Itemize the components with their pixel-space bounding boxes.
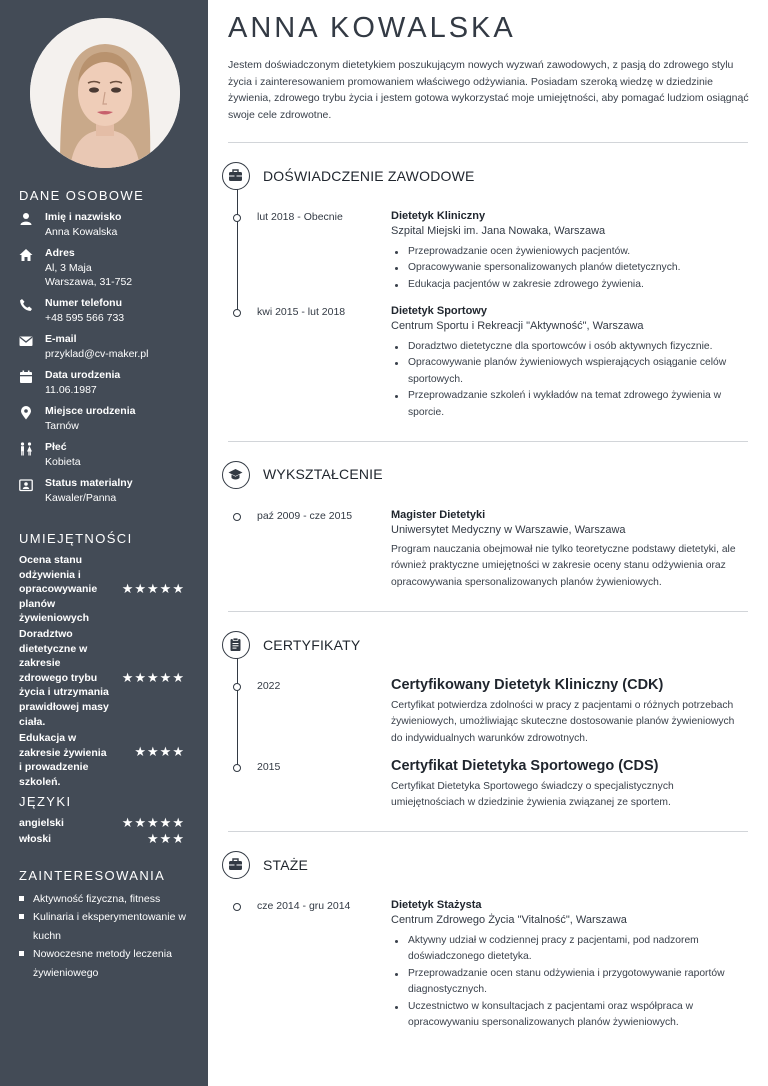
personal-value: Kawaler/Panna <box>45 492 117 504</box>
skills-heading: UMIEJĘTNOŚCI <box>19 531 133 546</box>
divider <box>228 611 748 612</box>
personal-label: Miejsce urodzenia <box>45 405 136 417</box>
duties-list <box>395 339 745 421</box>
timeline-line <box>237 645 239 769</box>
personal-value: 11.06.1987 <box>45 384 97 396</box>
star-rating: ★★★ <box>147 831 185 846</box>
certificates-heading: CERTYFIKATY <box>263 637 361 653</box>
bullet <box>19 896 24 901</box>
graduation-cap-icon <box>222 461 250 489</box>
certificate-title: Certyfikowany Dietetyk Kliniczny (CDK) <box>391 677 664 693</box>
duty-item: Uczestnictwo w konsultacjach z pacjentami oraz współpraca w opracowywaniu spersonalizowanych planów żywieniowych. <box>395 999 745 1032</box>
skill-name: Ocena stanu odżywienia i opracowywanie planów żywieniowych <box>19 554 98 625</box>
timeline-dot <box>233 683 241 691</box>
duty-item: Doradztwo dietetyczne dla sportowców i osób aktywnych fizycznie. <box>395 339 745 355</box>
duty-item: Opracowywanie planów żywieniowych wspierających osiąganie celów sportowych. <box>395 355 745 388</box>
personal-label: Data urodzenia <box>45 369 121 381</box>
personal-label: Płeć <box>45 441 67 453</box>
id-card-icon <box>19 478 33 492</box>
interest-item <box>19 908 191 945</box>
home-icon <box>19 248 33 262</box>
personal-value: przyklad@cv-maker.pl <box>45 348 149 360</box>
interest-item <box>19 890 191 909</box>
duty-item: Przeprowadzanie ocen stanu odżywienia i przygotowywanie raportów diagnostycznych. <box>395 966 745 999</box>
personal-value: +48 595 566 733 <box>45 312 125 324</box>
job-title: Dietetyk Stażysta <box>391 899 482 911</box>
divider <box>228 831 748 832</box>
personal-data-heading: DANE OSOBOWE <box>19 188 145 203</box>
certificate-title: Certyfikat Dietetyka Sportowego (CDS) <box>391 758 659 774</box>
interests-heading: ZAINTERESOWANIA <box>19 868 166 883</box>
duties-list <box>395 933 745 1031</box>
personal-label: E-mail <box>45 333 77 345</box>
clipboard-icon <box>222 631 250 659</box>
skill-name: Doradztwo dietetyczne w zakresie zdrowego trybu życia i utrzymania prawidłowej masy ciała. <box>19 628 109 728</box>
portrait-image <box>30 18 180 168</box>
profile-photo <box>30 18 180 168</box>
date-range: paź 2009 - cze 2015 <box>257 510 353 522</box>
certificate-description: Certyfikat Dietetyka Sportowego świadczy o specjalistycznych umiejętnościach w dziedzinie żywienia związanej ze sportem. <box>391 781 674 809</box>
gender-icon <box>19 442 33 456</box>
language-name: włoski <box>19 833 52 845</box>
duty-item: Przeprowadzanie szkoleń i wykładów na temat zdrowego żywienia w sporcie. <box>395 388 745 421</box>
duties-list <box>395 244 745 293</box>
candidate-name: ANNA KOWALSKA <box>228 12 516 44</box>
timeline-line <box>237 176 239 313</box>
experience-heading: DOŚWIADCZENIE ZAWODOWE <box>263 168 475 184</box>
star-rating: ★★★★ <box>134 744 185 759</box>
interest-item <box>19 945 191 982</box>
employer: Centrum Zdrowego Życia "Vitalność", Warszawa <box>391 914 627 926</box>
education-heading: WYKSZTAŁCENIE <box>263 466 383 482</box>
personal-label: Numer telefonu <box>45 297 123 309</box>
interest-text: Kulinaria i eksperymentowanie w kuchn <box>33 911 186 942</box>
briefcase-icon <box>222 851 250 879</box>
timeline-dot <box>233 214 241 222</box>
interest-text: Nowoczesne metody leczenia żywieniowego <box>33 948 172 979</box>
internships-heading: STAŻE <box>263 857 309 873</box>
envelope-icon <box>19 334 33 348</box>
sidebar <box>0 0 208 1086</box>
date-range: cze 2014 - gru 2014 <box>257 900 351 912</box>
education-description: Program nauczania obejmował nie tylko teoretyczne podstawy dietetyki, ale również praktyczne umiejętności w zakresie oceny stanu odżywienia oraz opracowywania spersonalizowanych planów żywieniowych. <box>391 544 736 588</box>
certificate-year: 2022 <box>257 680 281 692</box>
interest-text: Aktywność fizyczna, fitness <box>33 893 161 905</box>
personal-value: Tarnów <box>45 420 79 432</box>
duty-item: Opracowywanie spersonalizowanych planów dietetycznych. <box>395 260 745 276</box>
certificate-year: 2015 <box>257 761 281 773</box>
bullet <box>19 914 24 919</box>
briefcase-icon <box>222 162 250 190</box>
timeline-dot <box>233 903 241 911</box>
duty-item: Przeprowadzanie ocen żywieniowych pacjentów. <box>395 244 745 260</box>
school: Uniwersytet Medyczny w Warszawie, Warszawa <box>391 524 626 536</box>
phone-icon <box>19 298 33 312</box>
personal-label: Imię i nazwisko <box>45 211 122 223</box>
languages-heading: JĘZYKI <box>19 794 72 809</box>
duty-item: Aktywny udział w codziennej pracy z pacjentami, pod nadzorem doświadczonego dietetyka. <box>395 933 745 966</box>
personal-value: Anna Kowalska <box>45 226 118 238</box>
personal-value-line2: Warszawa, 31-752 <box>45 276 133 288</box>
divider <box>228 441 748 442</box>
star-rating: ★★★★★ <box>121 581 185 596</box>
person-icon <box>19 212 33 226</box>
bullet <box>19 951 24 956</box>
timeline-dot <box>233 309 241 317</box>
skill-name: Edukacja w zakresie żywienia i prowadzenie szkoleń. <box>19 732 107 788</box>
employer: Szpital Miejski im. Jana Nowaka, Warszawa <box>391 225 606 237</box>
profile-summary: Jestem doświadczonym dietetykiem poszukującym nowych wyzwań zawodowych, z pasją do zdrowego stylu życia i zainteresowaniem promowaniem właściwego odżywiania. Posiadam szeroką wiedzę w dziedzinie żywienia, zdrowego trybu życia i jestem gotowa wykorzystać moje umiejętności, aby pomagać ludziom osiągnąć swoje cele zdrowotne. <box>228 59 749 121</box>
job-title: Dietetyk Kliniczny <box>391 210 486 222</box>
personal-value: Al, 3 Maja <box>45 262 92 274</box>
employer: Centrum Sportu i Rekreacji "Aktywność", Warszawa <box>391 320 644 332</box>
timeline-dot <box>233 764 241 772</box>
date-range: kwi 2015 - lut 2018 <box>257 306 346 318</box>
personal-label: Status materialny <box>45 477 133 489</box>
calendar-icon <box>19 370 33 384</box>
timeline-dot <box>233 513 241 521</box>
star-rating: ★★★★★ <box>121 815 185 830</box>
date-range: lut 2018 - Obecnie <box>257 211 343 223</box>
certificate-description: Certyfikat potwierdza zdolności w pracy z pacjentami o różnych potrzebach żywieniowych, umożliwiając skuteczne dostosowanie planów żywieniowych do indywidualnych warunków zdrowotnych. <box>391 700 735 744</box>
divider <box>228 142 748 143</box>
language-name: angielski <box>19 817 64 829</box>
duty-item: Edukacja pacjentów w zakresie zdrowego żywienia. <box>395 277 745 293</box>
personal-label: Adres <box>45 247 75 259</box>
location-pin-icon <box>19 406 33 420</box>
degree-title: Magister Dietetyki <box>391 509 486 521</box>
star-rating: ★★★★★ <box>121 670 185 685</box>
personal-value: Kobieta <box>45 456 81 468</box>
job-title: Dietetyk Sportowy <box>391 305 487 317</box>
